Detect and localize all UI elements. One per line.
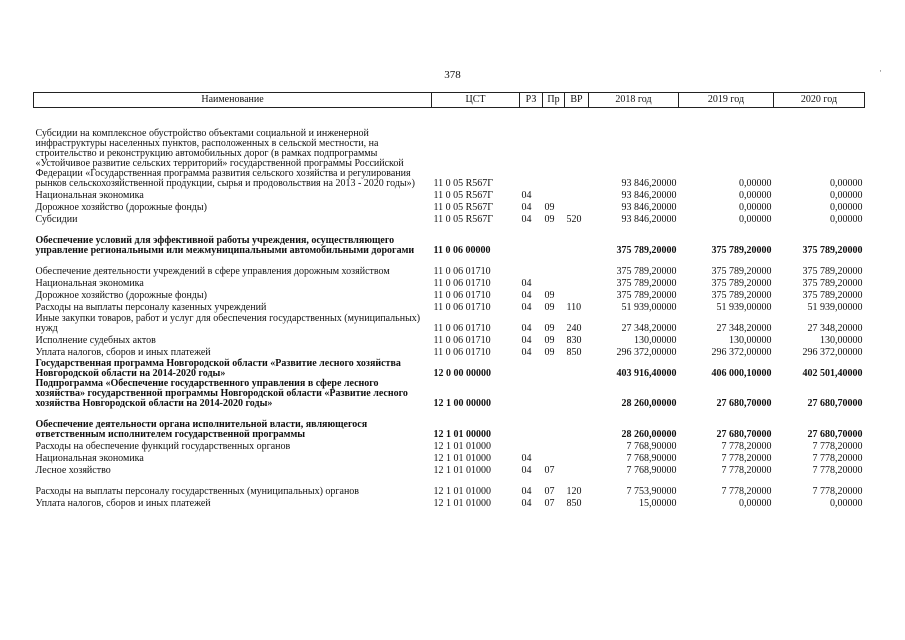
cell-pr: 09 bbox=[544, 323, 555, 334]
cell-y2019: 296 372,00000 bbox=[711, 347, 772, 358]
cell-y2019: 375 789,20000 bbox=[711, 290, 772, 301]
cell-cst: 11 0 06 00000 bbox=[433, 245, 491, 256]
cell-rz: 04 bbox=[521, 202, 532, 213]
cell-name: Исполнение судебных актов bbox=[35, 335, 156, 346]
cell-name: Национальная экономика bbox=[35, 278, 144, 289]
cell-y2019: 7 778,20000 bbox=[721, 453, 772, 464]
cell-y2020: 27 680,70000 bbox=[807, 429, 863, 440]
cell-pr: 07 bbox=[544, 465, 555, 476]
header-cst: ЦСТ bbox=[432, 93, 520, 108]
cell-y2020: 0,00000 bbox=[830, 190, 863, 201]
cell-name: Иные закупки товаров, работ и услуг для обеспечения государственных (муниципальных) нужд bbox=[35, 313, 421, 334]
cell-name: Государственная программа Новгородской области «Развитие лесного хозяйства Новгородской области на 2014-2020 годы» bbox=[35, 358, 401, 379]
cell-y2020: 375 789,20000 bbox=[802, 278, 863, 289]
table-row bbox=[34, 409, 865, 440]
cell-vr bbox=[565, 358, 589, 379]
cell-cst: 12 1 01 01000 bbox=[433, 486, 491, 497]
table-row bbox=[34, 189, 865, 201]
cell-pr bbox=[543, 452, 565, 464]
cell-rz bbox=[520, 440, 543, 452]
cell-rz: 04 bbox=[521, 465, 532, 476]
cell-pr bbox=[543, 189, 565, 201]
cell-y2019: 7 778,20000 bbox=[721, 465, 772, 476]
cell-vr: 120 bbox=[566, 486, 582, 497]
cell-pr: 09 bbox=[544, 302, 555, 313]
cell-y2020: 51 939,00000 bbox=[807, 302, 863, 313]
cell-name: Лесное хозяйство bbox=[35, 465, 111, 476]
cell-cst: 11 0 06 01710 bbox=[433, 266, 491, 277]
cell-pr bbox=[543, 358, 565, 379]
cell-cst: 11 0 06 01710 bbox=[433, 347, 491, 358]
cell-cst: 11 0 05 R567Г bbox=[433, 178, 494, 189]
cell-vr: 850 bbox=[566, 498, 582, 509]
cell-y2018: 296 372,00000 bbox=[616, 347, 677, 358]
cell-vr bbox=[565, 409, 589, 440]
table-row bbox=[34, 201, 865, 213]
cell-y2018: 375 789,20000 bbox=[616, 245, 677, 256]
cell-cst: 11 0 06 01710 bbox=[433, 278, 491, 289]
cell-rz bbox=[520, 256, 543, 277]
table-row bbox=[34, 379, 865, 409]
cell-name: Уплата налогов, сборов и иных платежей bbox=[35, 347, 211, 358]
cell-y2020: 130,00000 bbox=[820, 335, 863, 346]
cell-y2018: 375 789,20000 bbox=[616, 278, 677, 289]
cell-name: Расходы на выплаты персоналу казенных учреждений bbox=[35, 302, 267, 313]
cell-y2020: 402 501,40000 bbox=[802, 368, 863, 379]
table-row bbox=[34, 497, 865, 509]
cell-y2019: 27 680,70000 bbox=[716, 429, 772, 440]
table-header-row bbox=[34, 93, 865, 108]
cell-pr: 07 bbox=[544, 486, 555, 497]
header-2020: 2020 год bbox=[774, 93, 865, 108]
cell-pr: 09 bbox=[544, 214, 555, 225]
cell-cst: 12 1 01 01000 bbox=[433, 498, 491, 509]
cell-name: Субсидии на комплексное обустройство объектами социальной и инженерной инфраструктуры населенных пунктов, расположенных в сельской местности, на строительство и реконструкцию автомобильных дорог (в рамках подпрограммы «Устойчивое развитие сельских территорий» государственной программы Российской Федерации «Государственная программа развития сельского хозяйства и регулирования рынков сельскохозяйственной продукции, сырья и продовольствия на 2013 - 2020 годы») bbox=[35, 128, 415, 189]
cell-y2018: 375 789,20000 bbox=[616, 266, 677, 277]
cell-rz: 04 bbox=[521, 453, 532, 464]
cell-cst: 12 1 01 01000 bbox=[433, 441, 491, 452]
cell-rz bbox=[520, 108, 543, 190]
cell-cst: 12 1 00 00000 bbox=[433, 398, 491, 409]
cell-y2018: 7 768,90000 bbox=[626, 441, 677, 452]
header-rz: РЗ bbox=[520, 93, 543, 108]
cell-y2019: 0,00000 bbox=[739, 214, 772, 225]
cell-y2019: 0,00000 bbox=[739, 190, 772, 201]
cell-rz bbox=[520, 379, 543, 409]
cell-y2020: 0,00000 bbox=[830, 178, 863, 189]
header-2018: 2018 год bbox=[589, 93, 679, 108]
cell-y2019: 375 789,20000 bbox=[711, 266, 772, 277]
cell-vr bbox=[565, 189, 589, 201]
table-row bbox=[34, 277, 865, 289]
cell-y2018: 93 846,20000 bbox=[621, 202, 677, 213]
cell-y2018: 7 768,90000 bbox=[626, 465, 677, 476]
cell-rz: 04 bbox=[521, 498, 532, 509]
table-row bbox=[34, 334, 865, 346]
cell-pr bbox=[543, 440, 565, 452]
cell-cst: 11 0 05 R567Г bbox=[433, 190, 494, 201]
cell-cst: 12 0 00 00000 bbox=[433, 368, 491, 379]
table-row bbox=[34, 213, 865, 225]
cell-name: Обеспечение деятельности органа исполнительной власти, являющегося ответственным исполнителем государственной программы bbox=[35, 419, 368, 440]
cell-y2020: 7 778,20000 bbox=[812, 441, 863, 452]
cell-pr bbox=[543, 277, 565, 289]
cell-name: Субсидии bbox=[35, 214, 78, 225]
cell-y2019: 406 000,10000 bbox=[711, 368, 772, 379]
cell-y2018: 27 348,20000 bbox=[621, 323, 677, 334]
cell-y2018: 403 916,40000 bbox=[616, 368, 677, 379]
table-row bbox=[34, 476, 865, 497]
cell-pr bbox=[543, 108, 565, 190]
cell-y2018: 51 939,00000 bbox=[621, 302, 677, 313]
cell-y2020: 375 789,20000 bbox=[802, 290, 863, 301]
cell-name: Подпрограмма «Обеспечение государственного управления в сфере лесного хозяйства» государственной программы Новгородской области «Развитие лесного хозяйства Новгородской области на 2014-2020 годы» bbox=[35, 378, 408, 409]
table-row bbox=[34, 464, 865, 476]
cell-y2020: 27 348,20000 bbox=[807, 323, 863, 334]
cell-vr: 240 bbox=[566, 323, 582, 334]
cell-name: Дорожное хозяйство (дорожные фонды) bbox=[35, 202, 207, 213]
header-name: Наименование bbox=[34, 93, 432, 108]
cell-y2020: 0,00000 bbox=[830, 498, 863, 509]
cell-y2018: 28 260,00000 bbox=[621, 429, 677, 440]
cell-y2019: 7 778,20000 bbox=[721, 441, 772, 452]
cell-y2018: 15,00000 bbox=[639, 498, 677, 509]
cell-y2019: 0,00000 bbox=[739, 202, 772, 213]
cell-name: Расходы на обеспечение функций государственных органов bbox=[35, 441, 291, 452]
cell-cst: 12 1 01 00000 bbox=[433, 429, 491, 440]
cell-vr bbox=[565, 201, 589, 213]
cell-y2018: 7 768,90000 bbox=[626, 453, 677, 464]
cell-pr: 09 bbox=[544, 290, 555, 301]
cell-vr bbox=[565, 452, 589, 464]
cell-vr bbox=[565, 256, 589, 277]
margin-mark: · bbox=[879, 66, 882, 76]
cell-y2019: 0,00000 bbox=[739, 498, 772, 509]
cell-y2020: 0,00000 bbox=[830, 202, 863, 213]
cell-y2019: 130,00000 bbox=[729, 335, 772, 346]
cell-vr bbox=[565, 379, 589, 409]
cell-name: Уплата налогов, сборов и иных платежей bbox=[35, 498, 211, 509]
cell-y2018: 93 846,20000 bbox=[621, 214, 677, 225]
cell-cst: 11 0 06 01710 bbox=[433, 335, 491, 346]
cell-rz: 04 bbox=[521, 486, 532, 497]
cell-rz: 04 bbox=[521, 278, 532, 289]
cell-rz: 04 bbox=[521, 290, 532, 301]
cell-name: Обеспечение деятельности учреждений в сфере управления дорожным хозяйством bbox=[35, 266, 390, 277]
cell-rz: 04 bbox=[521, 302, 532, 313]
cell-name: Национальная экономика bbox=[35, 453, 144, 464]
table-row bbox=[34, 440, 865, 452]
cell-name: Дорожное хозяйство (дорожные фонды) bbox=[35, 290, 207, 301]
cell-y2019: 375 789,20000 bbox=[711, 278, 772, 289]
header-2019: 2019 год bbox=[679, 93, 774, 108]
cell-cst: 11 0 05 R567Г bbox=[433, 214, 494, 225]
table-body bbox=[34, 108, 865, 510]
cell-y2018: 130,00000 bbox=[634, 335, 677, 346]
table-row bbox=[34, 358, 865, 379]
table-row bbox=[34, 346, 865, 358]
table-row bbox=[34, 452, 865, 464]
cell-vr bbox=[565, 440, 589, 452]
cell-y2020: 7 778,20000 bbox=[812, 465, 863, 476]
cell-y2020: 375 789,20000 bbox=[802, 245, 863, 256]
cell-rz: 04 bbox=[521, 323, 532, 334]
cell-y2018: 375 789,20000 bbox=[616, 290, 677, 301]
cell-y2019: 7 778,20000 bbox=[721, 486, 772, 497]
cell-rz: 04 bbox=[521, 347, 532, 358]
cell-rz: 04 bbox=[521, 335, 532, 346]
cell-cst: 11 0 06 01710 bbox=[433, 323, 491, 334]
cell-vr: 850 bbox=[566, 347, 582, 358]
cell-name: Национальная экономика bbox=[35, 190, 144, 201]
cell-cst: 11 0 05 R567Г bbox=[433, 202, 494, 213]
cell-vr bbox=[565, 289, 589, 301]
table-row bbox=[34, 313, 865, 334]
table-row bbox=[34, 225, 865, 256]
cell-y2020: 7 778,20000 bbox=[812, 486, 863, 497]
cell-y2019: 51 939,00000 bbox=[716, 302, 772, 313]
table-row bbox=[34, 289, 865, 301]
cell-vr bbox=[565, 464, 589, 476]
cell-vr bbox=[565, 108, 589, 190]
cell-y2020: 7 778,20000 bbox=[812, 453, 863, 464]
cell-vr bbox=[565, 277, 589, 289]
header-vr: ВР bbox=[565, 93, 589, 108]
cell-cst: 12 1 01 01000 bbox=[433, 453, 491, 464]
cell-y2020: 0,00000 bbox=[830, 214, 863, 225]
table-row bbox=[34, 108, 865, 190]
cell-vr: 110 bbox=[566, 302, 582, 313]
cell-vr: 830 bbox=[566, 335, 582, 346]
cell-pr: 09 bbox=[544, 335, 555, 346]
cell-name: Расходы на выплаты персоналу государственных (муниципальных) органов bbox=[35, 486, 360, 497]
cell-pr bbox=[543, 379, 565, 409]
cell-name: Обеспечение условий для эффективной работы учреждения, осуществляющего управление региональными или межмуниципальными автомобильными дорогами bbox=[35, 235, 415, 256]
cell-pr: 07 bbox=[544, 498, 555, 509]
cell-y2018: 28 260,00000 bbox=[621, 398, 677, 409]
page-number: 378 bbox=[444, 69, 461, 81]
cell-y2018: 93 846,20000 bbox=[621, 190, 677, 201]
cell-y2019: 375 789,20000 bbox=[711, 245, 772, 256]
cell-pr bbox=[543, 256, 565, 277]
cell-y2019: 0,00000 bbox=[739, 178, 772, 189]
cell-rz: 04 bbox=[521, 190, 532, 201]
table-row bbox=[34, 301, 865, 313]
cell-rz: 04 bbox=[521, 214, 532, 225]
cell-y2020: 375 789,20000 bbox=[802, 266, 863, 277]
cell-vr bbox=[565, 225, 589, 256]
cell-y2018: 93 846,20000 bbox=[621, 178, 677, 189]
cell-cst: 11 0 06 01710 bbox=[433, 290, 491, 301]
header-pr: Пр bbox=[543, 93, 565, 108]
table-row bbox=[34, 256, 865, 277]
budget-table bbox=[33, 92, 865, 509]
cell-rz bbox=[520, 358, 543, 379]
cell-y2018: 7 753,90000 bbox=[626, 486, 677, 497]
cell-y2020: 296 372,00000 bbox=[802, 347, 863, 358]
cell-vr: 520 bbox=[566, 214, 582, 225]
cell-y2019: 27 348,20000 bbox=[716, 323, 772, 334]
cell-pr: 09 bbox=[544, 347, 555, 358]
cell-rz bbox=[520, 409, 543, 440]
cell-y2020: 27 680,70000 bbox=[807, 398, 863, 409]
cell-rz bbox=[520, 225, 543, 256]
cell-cst: 11 0 06 01710 bbox=[433, 302, 491, 313]
cell-pr bbox=[543, 225, 565, 256]
cell-y2019: 27 680,70000 bbox=[716, 398, 772, 409]
cell-pr bbox=[543, 409, 565, 440]
cell-cst: 12 1 01 01000 bbox=[433, 465, 491, 476]
cell-pr: 09 bbox=[544, 202, 555, 213]
